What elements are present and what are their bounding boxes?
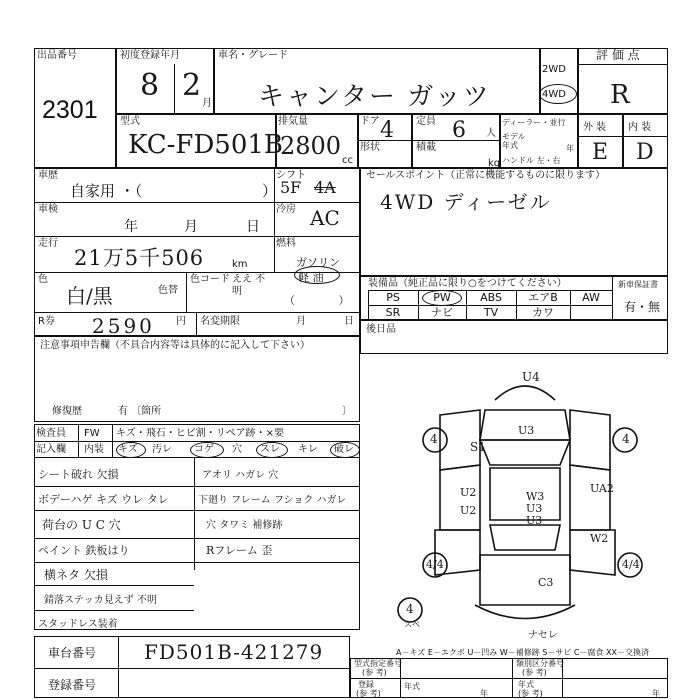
drive-2wd: 2WD xyxy=(542,64,566,75)
sales-point-value: 4WD ディーゼル xyxy=(380,190,552,214)
chassis-col xyxy=(118,636,119,698)
rear-bumper-line xyxy=(475,605,575,619)
shift-label: シフト xyxy=(276,170,306,181)
mark-u2b: U2 xyxy=(460,504,477,517)
mark-spare-label: スペ xyxy=(404,620,420,629)
dealer-label: ディーラー・並行 xyxy=(502,118,566,127)
remark-l3: 荷台の U C 穴 xyxy=(42,518,121,532)
car-name-value: キャンター ガッツ xyxy=(258,82,491,112)
windshield-outline xyxy=(480,440,570,465)
remark-r3: 穴 タワミ 補修跡 xyxy=(206,520,283,531)
mark-w2: W2 xyxy=(590,532,609,545)
interior-value: D xyxy=(636,140,654,165)
history-value: 自家用 ・（ xyxy=(70,182,143,200)
cab-roof xyxy=(490,468,560,520)
mark-spare: 4 xyxy=(406,602,414,616)
history-label: 車歴 xyxy=(38,170,58,181)
recycle-divider xyxy=(196,312,197,336)
name-change-label: 名変期限 xyxy=(200,316,240,327)
load-unit: kg xyxy=(488,158,501,169)
sales-point-label: セールスポイント（正常に機能するものに限ります） xyxy=(366,170,606,181)
doors-label: ドア xyxy=(360,116,380,127)
aircon-value: AC xyxy=(310,206,340,230)
remark-l6: 錆落ステッカ見えず 不明 xyxy=(44,595,157,606)
rm-l3 xyxy=(34,538,360,539)
drive-box xyxy=(540,48,578,114)
equip-airbag: エアB xyxy=(528,291,558,304)
equip-pw-circle xyxy=(422,290,462,306)
fuel-diesel-circle xyxy=(294,266,340,284)
displacement-value: 2800 xyxy=(280,132,342,160)
history-close: ） xyxy=(262,182,278,200)
shift-value: 5F xyxy=(280,178,302,197)
mark-wheel-fr: 4 xyxy=(622,432,630,446)
car-diagram xyxy=(380,370,670,640)
inspection-label: 車検 xyxy=(38,204,58,215)
fuel-gasoline: ガソリン xyxy=(296,256,340,269)
inspection-day: 日 xyxy=(246,219,260,235)
capacity-unit: 人 xyxy=(486,128,496,139)
inspector-yogore: 汚レ xyxy=(152,444,172,455)
dealer-model-year: モデル年式 xyxy=(502,132,526,150)
first-reg-month: 2 xyxy=(182,68,202,103)
retrofit-box xyxy=(360,320,668,354)
remark-l7: スタッドレス装着 xyxy=(38,619,118,630)
chassis-value: FD501B-421279 xyxy=(144,640,324,664)
rating-label: 評 価 点 xyxy=(596,48,640,62)
inspection-year: 年 xyxy=(124,219,138,235)
right-front-fender xyxy=(570,410,610,470)
lot-number: 2301 xyxy=(42,96,98,124)
remark-l5: 横ネタ 欠損 xyxy=(44,568,108,582)
rm-l4 xyxy=(34,562,360,563)
inspector-fw: FW xyxy=(84,428,100,439)
reg-end: 年 xyxy=(480,689,488,698)
rm-l5 xyxy=(34,585,194,586)
displacement-unit: cc xyxy=(342,155,353,166)
fuel-label: 燃料 xyxy=(276,238,296,249)
inspector-ana: 穴 xyxy=(232,444,242,455)
reg-label: 登録 xyxy=(358,680,374,689)
inspection-month: 月 xyxy=(184,219,198,235)
drive-4wd: 4WD xyxy=(542,89,566,100)
circle-sure xyxy=(256,442,288,458)
repair-value: 有 〔箇所 xyxy=(118,406,162,417)
equipment-label: 装備品（純正品に限り○をつけてください） xyxy=(368,278,567,289)
rating-value: R xyxy=(610,80,630,110)
inspector-kire: キレ xyxy=(298,444,318,455)
rating-divider xyxy=(578,64,668,65)
equip-sr: SR xyxy=(385,306,401,319)
first-reg-label: 初度登録年月 xyxy=(120,50,180,61)
displacement-label: 排気量 xyxy=(278,116,308,127)
circle-kizu xyxy=(116,442,146,458)
remark-r4: Rフレーム 歪 xyxy=(206,544,273,557)
notes-label: 注意事項申告欄（不具合内容等は具体的に記入して下さい） xyxy=(40,340,310,351)
exterior-value: E xyxy=(592,140,609,165)
registration-label: 登録番号 xyxy=(48,678,97,692)
circle-yabure xyxy=(330,442,360,458)
mark-s1: S1 xyxy=(470,440,486,454)
color-label: 色 xyxy=(38,274,48,285)
capacity-value: 6 xyxy=(452,118,466,143)
ref-mid xyxy=(350,678,668,679)
inspector-sure: スレ xyxy=(260,444,280,455)
trunk-outline xyxy=(480,555,570,605)
dealer-handle: ハンドル 左・右 xyxy=(502,156,561,165)
mark-u2a: U2 xyxy=(460,486,477,499)
type-ref: (参 考) xyxy=(362,668,387,677)
warranty-label: 新車保証書 xyxy=(618,280,658,289)
mark-u3c: U3 xyxy=(526,502,543,515)
exterior-label: 外 装 xyxy=(583,122,607,133)
model-value: KC-FD501B xyxy=(128,130,284,160)
sales-point-box xyxy=(360,168,668,276)
damage-legend: A－キズ E－エクボ U－凹み W－補修跡 S－サビ C－腐食 XX－交換済 xyxy=(396,648,650,657)
color-change-label: 色替 xyxy=(158,285,178,296)
fuel-diesel: 軽 油 xyxy=(298,271,324,284)
equip-ps: PS xyxy=(386,291,400,304)
mileage-value: 21万5千506 xyxy=(74,246,205,270)
rm-l2 xyxy=(34,510,360,511)
year-ref: (参 考) xyxy=(518,689,543,698)
remark-l4: ペイント 鉄板はり xyxy=(38,544,130,557)
mark-c3: C3 xyxy=(538,576,554,589)
reg-ref: (参 考) xyxy=(356,689,381,698)
inspector-koge: コゲ xyxy=(194,444,214,455)
equip-aw: AW xyxy=(582,291,600,304)
first-reg-divider xyxy=(174,64,175,114)
type-label: 型式指定番号 xyxy=(354,659,402,668)
equip-abs: ABS xyxy=(480,291,502,304)
car-name-label: 車名・グレード xyxy=(218,50,288,61)
mark-bottom-label: ナセレ xyxy=(528,630,558,641)
class-ref: (参 考) xyxy=(522,668,547,677)
inspector-div2 xyxy=(112,424,113,458)
inspector-div xyxy=(78,424,79,458)
dealer-year-unit: 年 xyxy=(566,144,574,153)
ref-c2 xyxy=(512,658,513,698)
inspector-label1: 検査員 xyxy=(36,428,66,439)
model-label: 型式 xyxy=(120,116,140,127)
repair-label: 修復歴 xyxy=(52,406,82,417)
shape-label: 形状 xyxy=(360,142,380,153)
aircon-label: 冷房 xyxy=(276,204,296,215)
color-value: 白/黒 xyxy=(66,284,113,308)
load-label: 積載 xyxy=(416,142,436,153)
mark-wheel-rl: 4/4 xyxy=(426,558,444,571)
row-line-2 xyxy=(34,236,360,237)
first-reg-month-unit: 月 xyxy=(202,98,212,109)
lot-label: 出品番号 xyxy=(37,50,77,61)
first-reg-year: 8 xyxy=(140,68,160,103)
equip-c5 xyxy=(612,290,613,320)
recycle-value: 2590 xyxy=(92,314,155,338)
circle-koge xyxy=(190,442,224,458)
inspector-mid xyxy=(34,441,360,442)
year-label: 年式 xyxy=(404,682,420,691)
name-change-day: 日 xyxy=(344,316,354,327)
year-ref-label: 年式 xyxy=(518,680,534,689)
rear-window xyxy=(490,525,560,550)
mark-wheel-rr: 4/4 xyxy=(622,558,640,571)
inspector-yabure: 破レ xyxy=(334,444,354,455)
color-divider xyxy=(186,272,187,312)
row-line-4 xyxy=(34,312,360,313)
shift-crossed: 4A xyxy=(314,178,336,197)
chassis-label: 車台番号 xyxy=(48,646,97,660)
warranty-value: 有・無 xyxy=(624,300,661,314)
front-bumper-line xyxy=(495,386,555,400)
mark-w3a: W3 xyxy=(526,490,545,503)
name-change-month: 月 xyxy=(296,316,306,327)
retrofit-label: 後日品 xyxy=(366,324,396,335)
drive-4wd-circle xyxy=(539,84,577,104)
mark-wheel-fl: 4 xyxy=(430,432,438,446)
remark-l1: シート破れ 欠損 xyxy=(38,468,119,481)
inspector-naiso: 内装 xyxy=(84,444,104,455)
equip-tv: TV xyxy=(483,306,499,319)
mark-top: U4 xyxy=(522,370,540,384)
mileage-unit: km xyxy=(232,259,248,270)
fuel-paren: （ ） xyxy=(284,294,350,307)
inspector-codes: キズ・飛石・ヒビ割・リペア跡・×要 xyxy=(116,428,284,439)
rm-l1 xyxy=(34,486,360,487)
repair-close: 〕 xyxy=(342,406,352,417)
mark-ua2: UA2 xyxy=(590,482,614,495)
remarks-divider xyxy=(194,458,195,570)
equip-leather: カワ xyxy=(532,306,554,319)
class-label: 類別区分番号 xyxy=(516,659,564,668)
rm-l6 xyxy=(34,610,194,611)
equip-navi: ナビ xyxy=(431,306,453,319)
recycle-label: R券 xyxy=(38,316,55,327)
mark-u3a: U3 xyxy=(518,424,535,437)
color-code-value: ええ 不明 xyxy=(232,274,266,297)
remark-r1: アオリ ハガレ 穴 xyxy=(202,470,279,481)
doors-value: 4 xyxy=(380,118,394,143)
interior-label: 内 装 xyxy=(628,122,652,133)
ext-int-divider xyxy=(578,136,668,137)
year-end: 年 xyxy=(652,689,660,698)
color-code-label: 色コード xyxy=(190,274,230,285)
chassis-divider xyxy=(34,668,350,669)
equip-pw: PW xyxy=(433,291,451,304)
recycle-unit: 円 xyxy=(176,316,186,327)
remark-l2: ボデーハゲ キズ ウレ タレ xyxy=(38,493,169,506)
right-door xyxy=(570,465,610,530)
remark-r2: 下廻り フレーム フショク ハガレ xyxy=(198,495,347,506)
mileage-label: 走行 xyxy=(38,238,58,249)
inspector-kizu: キズ xyxy=(118,444,138,455)
inspector-label2: 記入欄 xyxy=(36,444,66,455)
row-line-1 xyxy=(34,202,360,203)
capacity-label: 定員 xyxy=(416,116,436,127)
mark-u3d: U3 xyxy=(526,514,543,527)
